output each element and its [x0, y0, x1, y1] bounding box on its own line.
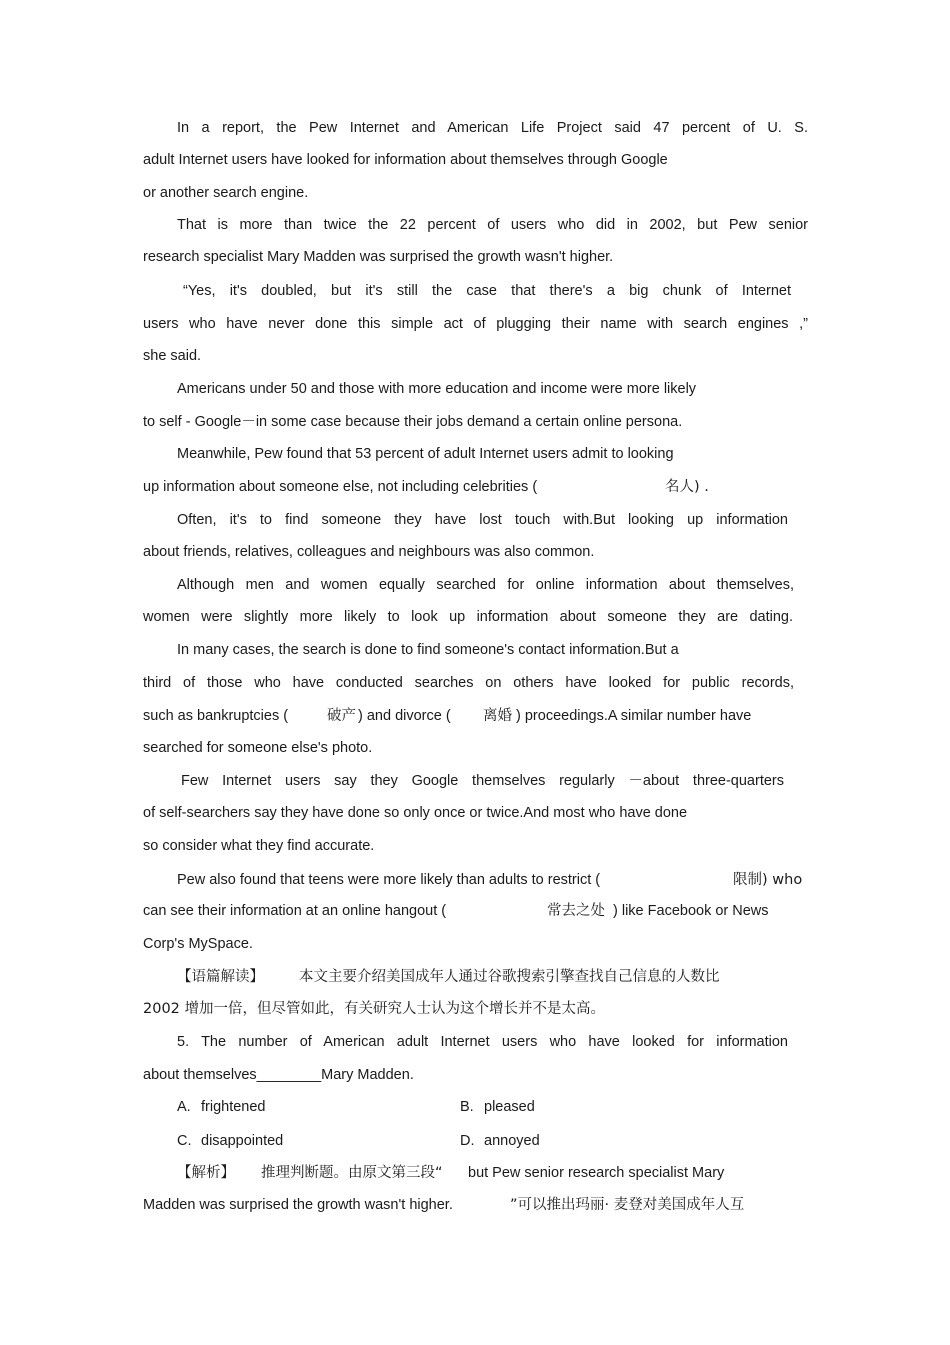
option-c — [177, 1131, 283, 1151]
gloss-bankruptcies: 破产 — [327, 708, 356, 724]
analysis-text: 2002 增加一倍，但尽管如此，有关研究人士认为这个增长并不是太高。 — [143, 1001, 606, 1017]
option-text: annoyed — [484, 1133, 540, 1149]
gloss-restrict: 限制) who — [733, 872, 803, 888]
paragraph-line: In many cases, the search is done to find someone's contact information.But a — [177, 642, 679, 658]
paragraph-line: ) proceedings.A similar number have — [516, 708, 752, 724]
paragraph-line: up information about someone else, not including celebrities ( — [143, 479, 538, 495]
paragraph-line: of self-searchers say they have done so only once or twice.And most who have done — [143, 805, 688, 821]
paragraph-line: “Yes, it's doubled, but it's still the case that there's a big chunk of Internet — [183, 283, 791, 299]
paragraph-line: ) like Facebook or News — [613, 903, 769, 919]
gloss-divorce: 离婚 — [483, 708, 512, 724]
analysis-label: 【语篇解读】 — [177, 969, 264, 985]
option-text: frightened — [201, 1099, 266, 1115]
paragraph-line: users who have never done this simple act of plugging their name with search engines ,” — [143, 316, 808, 332]
paragraph-line: Often, it's to find someone they have lost touch with.But looking up information — [177, 512, 788, 528]
option-a — [177, 1097, 266, 1117]
paragraph-line: Corp's MySpace. — [143, 936, 253, 952]
option-key: B. — [460, 1099, 474, 1115]
paragraph-line: Pew also found that teens were more likely than adults to restrict ( — [177, 872, 601, 888]
gloss-hangout: 常去之处 — [547, 903, 605, 919]
paragraph-line: ) and divorce ( — [358, 708, 451, 724]
paragraph-line: to self - Google－in some case because their jobs demand a certain online persona. — [143, 414, 683, 430]
paragraph-line: so consider what they find accurate. — [143, 838, 375, 854]
explanation-label: 【解析】 — [177, 1165, 235, 1181]
paragraph-line: such as bankruptcies ( — [143, 708, 289, 724]
explanation-text: Madden was surprised the growth wasn't higher. — [143, 1197, 453, 1213]
gloss-celebrities: 名人) . — [665, 479, 709, 495]
option-b — [460, 1097, 535, 1117]
explanation-text: 推理判断题。由原文第三段“ — [261, 1165, 443, 1181]
paragraph-line: can see their information at an online hangout ( — [143, 903, 447, 919]
option-key: C. — [177, 1133, 192, 1149]
paragraph-line: Few Internet users say they Google themselves regularly －about three-quarters — [181, 773, 784, 789]
paragraph-line: That is more than twice the 22 percent of users who did in 2002, but Pew senior — [177, 217, 808, 233]
paragraph-line: women were slightly more likely to look up information about someone they are dating. — [143, 609, 793, 625]
option-text: pleased — [484, 1099, 535, 1115]
paragraph-line: third of those who have conducted searches on others have looked for public records, — [143, 675, 794, 691]
paragraph-line: searched for someone else's photo. — [143, 740, 373, 756]
option-key: A. — [177, 1099, 191, 1115]
paragraph-line: In a report, the Pew Internet and American Life Project said 47 percent of U. S. — [177, 120, 808, 136]
question-stem: about themselves________Mary Madden. — [143, 1067, 414, 1083]
explanation-text: but Pew senior research specialist Mary — [468, 1165, 725, 1181]
paragraph-line: or another search engine. — [143, 185, 309, 201]
paragraph-line: she said. — [143, 348, 202, 364]
paragraph-line: Although men and women equally searched for online information about themselves, — [177, 577, 794, 593]
option-d — [460, 1131, 540, 1151]
paragraph-line: research specialist Mary Madden was surprised the growth wasn't higher. — [143, 249, 614, 265]
paragraph-line: Americans under 50 and those with more education and income were more likely — [177, 381, 697, 397]
option-text: disappointed — [201, 1133, 284, 1149]
explanation-text: ”可以推出玛丽· 麦登对美国成年人互 — [510, 1197, 745, 1213]
option-key: D. — [460, 1133, 475, 1149]
paragraph-line: Meanwhile, Pew found that 53 percent of adult Internet users admit to looking — [177, 446, 674, 462]
paragraph-line: adult Internet users have looked for information about themselves through Google — [143, 152, 668, 168]
question-stem: 5. The number of American adult Internet users who have looked for information — [177, 1034, 788, 1050]
paragraph-line: about friends, relatives, colleagues and neighbours was also common. — [143, 544, 595, 560]
analysis-text: 本文主要介绍美国成年人通过谷歌搜索引擎查找自己信息的人数比 — [299, 969, 720, 985]
